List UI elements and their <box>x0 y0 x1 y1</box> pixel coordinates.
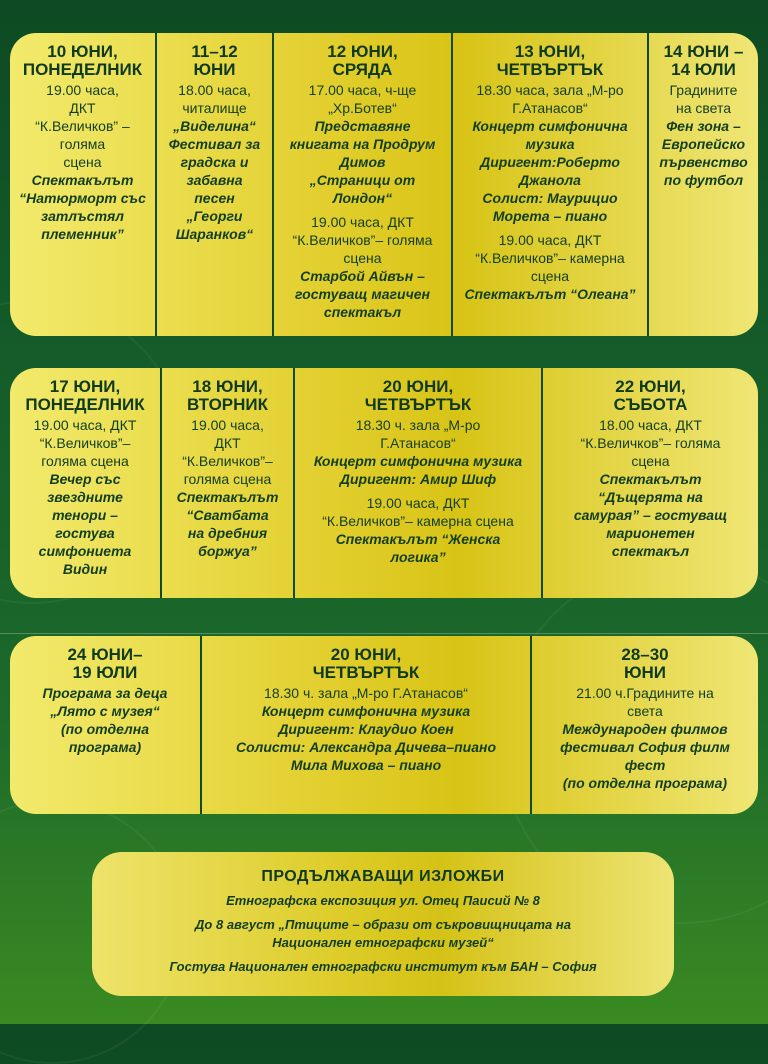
event-description: на дребния <box>187 525 268 541</box>
event-description: Фестивал за <box>168 136 261 152</box>
event-detail: 18.00 часа, <box>178 82 251 98</box>
exhibition-line: До 8 август „Птиците – образи от съкровищницата на <box>195 917 571 932</box>
event-detail: сцена <box>63 154 102 170</box>
event-description: Спектакълът “Женска <box>335 531 501 547</box>
event-day: СЪБОТА <box>613 395 688 414</box>
event-description: тенори – <box>52 507 118 523</box>
event-detail: ДКТ <box>214 435 241 451</box>
event-detail: 18.30 часа, зала „М-ро <box>476 82 624 98</box>
event-description: марионетен <box>606 525 695 541</box>
event-description: Концерт симфонична музика <box>261 703 471 719</box>
event-description: (по отделна програма) <box>562 775 728 791</box>
event-detail: “К.Величков”– голяма <box>292 232 433 248</box>
event-description: Солист: Маурицио <box>482 190 618 206</box>
event-detail: 18.00 часа, ДКТ <box>599 417 702 433</box>
event-description: Концерт симфонична <box>472 118 628 134</box>
event-card <box>10 33 155 336</box>
event-detail: “К.Величков”– камерна <box>475 250 625 266</box>
event-detail: читалище <box>182 100 247 116</box>
event-detail: Г.Атанасов“ <box>512 100 588 116</box>
event-detail: “К.Величков”– камерна сцена <box>322 513 514 529</box>
event-date: 24 ЮНИ– <box>67 645 143 664</box>
event-description: забавна <box>186 172 243 188</box>
event-date: 11–12 <box>191 42 238 61</box>
event-card <box>10 636 200 814</box>
event-description: Спектакълът <box>599 471 702 487</box>
event-description: по футбол <box>663 172 744 188</box>
event-day: ЮНИ <box>623 663 667 682</box>
event-detail: 19.00 часа, ДКТ <box>498 232 602 248</box>
event-detail: “К.Величков”– <box>182 453 273 469</box>
event-day: ПОНЕДЕЛНИК <box>25 395 145 414</box>
event-description: Мила Михова – пиано <box>290 757 442 773</box>
event-detail: 19.00 часа, ДКТ <box>311 214 414 230</box>
event-detail: 19.00 часа, <box>46 82 119 98</box>
event-date: 13 ЮНИ, <box>514 42 586 61</box>
event-detail: 17.00 часа, ч-ще <box>308 82 417 98</box>
event-description: Концерт симфонична музика <box>313 453 523 469</box>
event-description: затлъстял <box>41 208 124 224</box>
event-detail: “К.Величков” – голяма <box>35 118 130 152</box>
event-description: “Сватбата <box>186 507 269 523</box>
event-day: ЧЕТВЪРТЪК <box>364 395 472 414</box>
event-description: Диригент: Амир Шиф <box>339 471 497 487</box>
event-detail: 19.00 часа, ДКТ <box>33 417 137 433</box>
event-card <box>647 33 758 336</box>
event-card <box>530 636 758 814</box>
event-description: Европейско <box>661 136 746 152</box>
event-date: 18 ЮНИ, <box>192 377 263 396</box>
event-detail: 18.30 ч. зала „М-ро Г.Атанасов“ <box>264 685 468 701</box>
event-detail: 19.00 часа, <box>191 417 264 433</box>
event-description: племенник” <box>41 226 124 242</box>
event-description: фестивал София филм <box>560 739 730 755</box>
event-day: ЧЕТВЪРТЪК <box>312 663 420 682</box>
event-description: звездните <box>47 489 123 505</box>
event-description: “Натюрморт със <box>19 190 146 206</box>
event-description: спектакъл <box>611 543 690 559</box>
event-description: Фен зона – <box>666 118 741 134</box>
event-description: програма) <box>68 739 142 755</box>
event-description: „Виделина“ <box>173 118 256 134</box>
event-description: Шаранков“ <box>175 226 254 242</box>
event-card <box>10 368 160 598</box>
event-detail: 19.00 часа, ДКТ <box>366 495 470 511</box>
event-date: 20 ЮНИ, <box>382 377 454 396</box>
event-description: Диригент:Роберто <box>480 154 620 170</box>
event-description: „Лято с музея“ <box>50 703 160 719</box>
event-date: 17 ЮНИ, <box>49 377 121 396</box>
event-card <box>293 368 541 598</box>
event-detail: Градините <box>669 82 738 98</box>
event-detail: сцена <box>530 268 570 284</box>
event-detail: голяма сцена <box>41 453 129 469</box>
event-description: самурая” – гостуващ <box>573 507 728 523</box>
event-description: Вечер със <box>49 471 121 487</box>
event-description: Международен филмов <box>562 721 728 737</box>
exhibition-line: Национален етнографски музей“ <box>272 935 494 950</box>
event-card <box>200 636 530 814</box>
event-description: гостуващ магичен <box>295 286 430 302</box>
event-date: 20 ЮНИ, <box>330 645 402 664</box>
event-date: 10 ЮНИ, <box>47 42 118 61</box>
event-card <box>272 33 451 336</box>
event-description: (по отделна <box>60 721 150 737</box>
event-detail: ДКТ <box>69 100 96 116</box>
event-description: Представяне <box>314 118 411 134</box>
event-description: „Страници от <box>309 172 416 188</box>
event-detail: сцена <box>631 453 670 469</box>
events-row-1 <box>10 33 758 336</box>
events-row-2 <box>10 368 758 598</box>
event-date: 28–30 <box>621 645 669 664</box>
event-detail: Г.Атанасов“ <box>380 435 456 451</box>
event-description: Програма за деца <box>42 685 168 701</box>
event-description: фест <box>624 757 666 773</box>
event-date: 12 ЮНИ, <box>327 42 398 61</box>
event-description: музика <box>525 136 575 152</box>
event-description: Димов <box>339 154 386 170</box>
event-description: Видин <box>62 561 108 577</box>
event-description: градска и <box>180 154 249 170</box>
event-description: книгата на Продрум <box>289 136 436 152</box>
event-detail: “К.Величков”– <box>39 435 131 451</box>
event-day: СРЯДА <box>332 60 393 79</box>
event-date: 14 ЮНИ – <box>663 42 744 61</box>
event-card <box>155 33 272 336</box>
exhibition-line: Гостува Национален етнографски институт към БАН – София <box>169 959 597 974</box>
event-detail: “К.Величков”– голяма <box>580 435 721 451</box>
event-description: Старбой Айвън – <box>300 268 425 284</box>
divider-line <box>0 633 768 634</box>
event-card <box>451 33 647 336</box>
event-description: Диригент: Клаудио Коен <box>278 721 454 737</box>
event-day: ЧЕТВЪРТЪК <box>496 60 604 79</box>
event-day: ВТОРНИК <box>186 395 269 414</box>
event-detail: света <box>627 703 663 719</box>
event-description: “Дъщерята на <box>598 489 703 505</box>
event-description: Спектакълът <box>31 172 134 188</box>
event-description: песен <box>194 190 235 206</box>
event-description: спектакъл <box>323 304 402 320</box>
event-detail: голяма сцена <box>183 471 272 487</box>
event-day: ПОНЕДЕЛНИК <box>22 60 143 79</box>
ongoing-exhibitions-panel <box>92 852 674 996</box>
event-detail: 18.30 ч. зала „М-ро <box>355 417 481 433</box>
event-detail: 21.00 ч.Градините на <box>576 685 714 701</box>
event-description: симфониета <box>38 543 132 559</box>
event-description: Спектакълът “Олеана” <box>464 286 636 302</box>
event-detail: „Хр.Ботев“ <box>328 100 397 116</box>
event-day: ЮНИ <box>193 60 236 79</box>
exhibitions-title: ПРОДЪЛЖАВАЩИ ИЗЛОЖБИ <box>261 868 505 885</box>
event-description: боржуа” <box>198 543 257 559</box>
event-card <box>541 368 758 598</box>
event-description: „Георги <box>186 208 243 224</box>
event-day: 14 ЮЛИ <box>671 60 736 79</box>
event-detail: на света <box>675 100 732 116</box>
event-description: първенство <box>659 154 748 170</box>
event-date: 22 ЮНИ, <box>615 377 686 396</box>
event-description: Спектакълът <box>176 489 279 505</box>
event-detail: сцена <box>343 250 382 266</box>
event-description: Морета – пиано <box>492 208 608 224</box>
event-card <box>160 368 293 598</box>
event-description: Солисти: Александра Дичева–пиано <box>235 739 497 755</box>
events-row-3 <box>10 636 758 814</box>
event-description: логика” <box>390 549 446 565</box>
event-day: 19 ЮЛИ <box>72 663 138 682</box>
event-description: Лондон“ <box>332 190 393 206</box>
event-description: Джанола <box>519 172 581 188</box>
event-description: гостува <box>55 525 115 541</box>
exhibition-line: Етнографска експозиция ул. Отец Паисий № 8 <box>226 893 540 908</box>
